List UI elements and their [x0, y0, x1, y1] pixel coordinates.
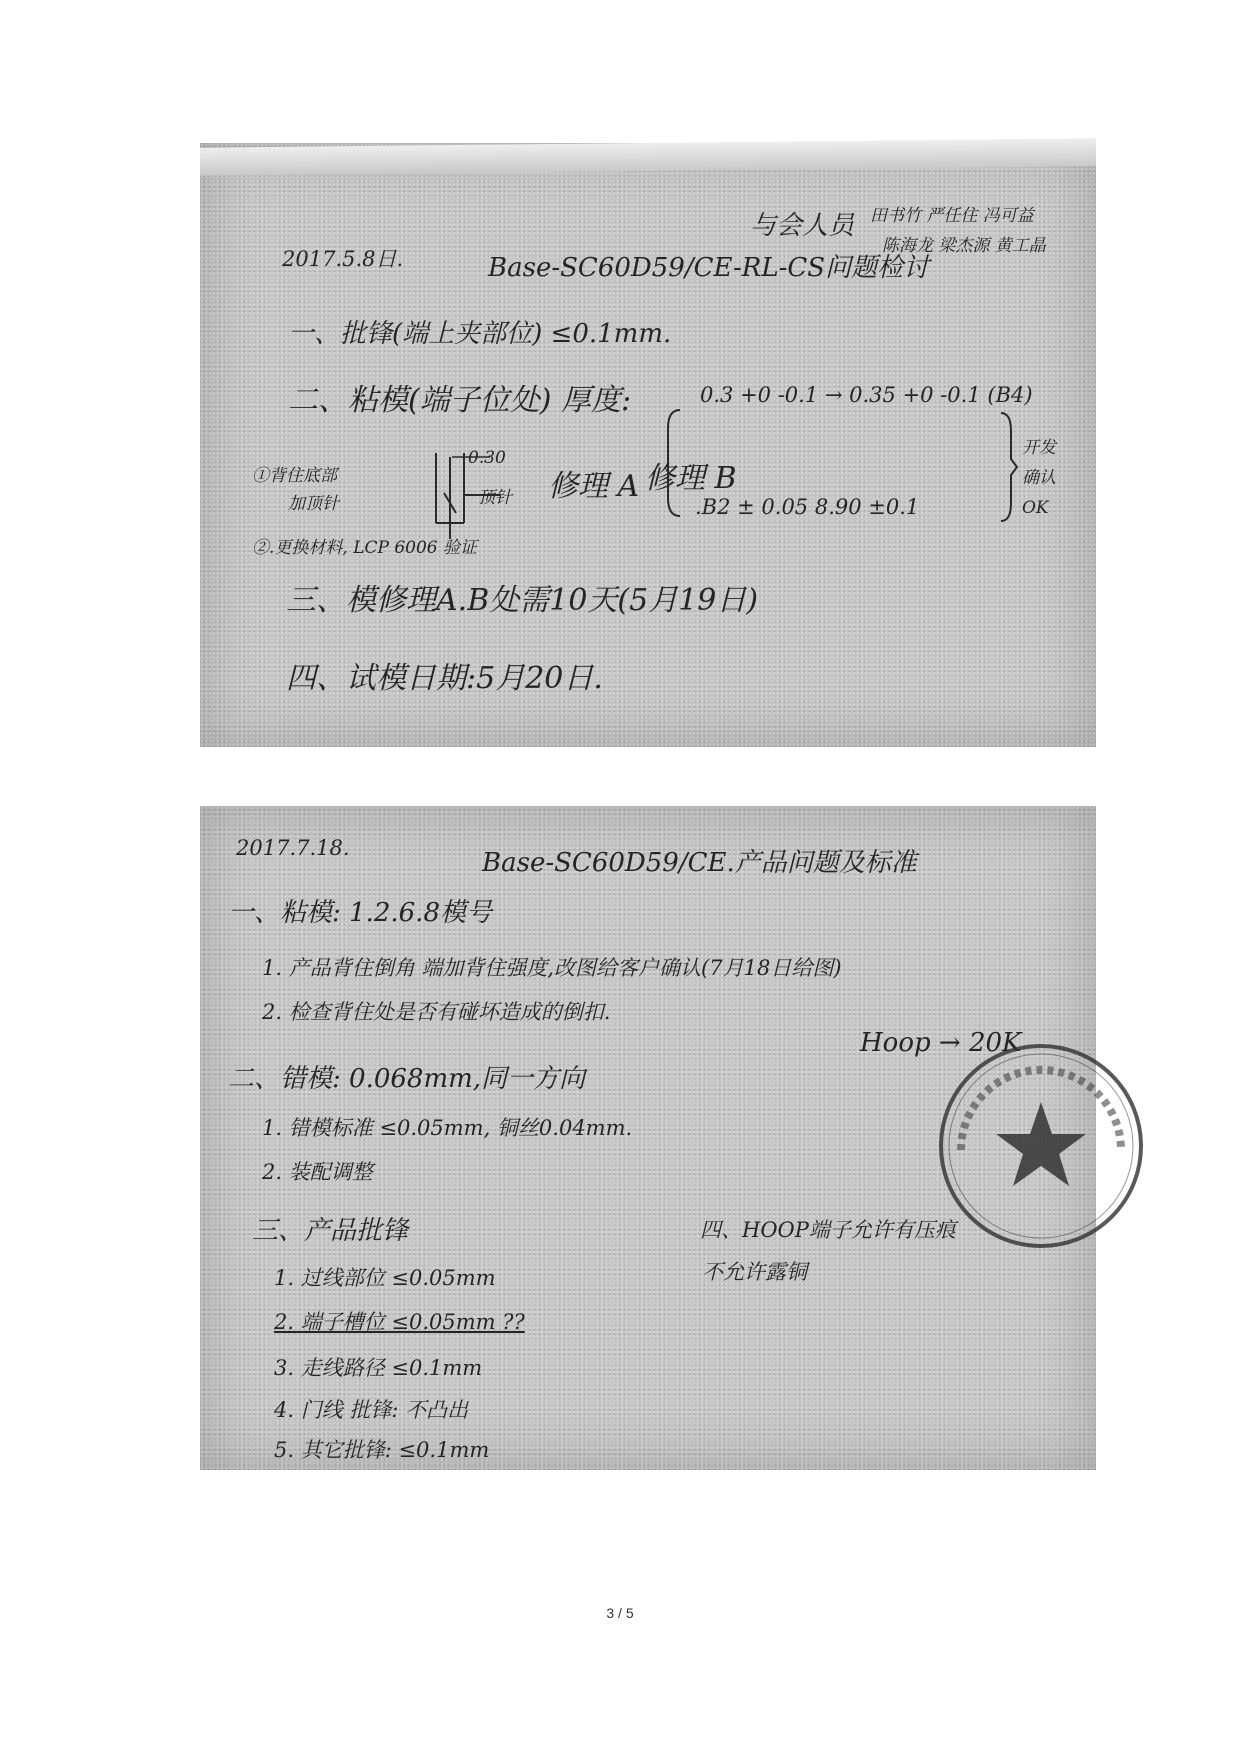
section-1-item-1: 1. 产品背住倒角 端加背住强度,改图给客户确认(7月18日给图) — [262, 956, 842, 980]
repair-b: 修理 B — [645, 461, 737, 496]
ejector-label: 顶针 — [478, 488, 512, 508]
section-3-item-2: 2. 端子槽位 ≤0.05mm ?? — [274, 1310, 525, 1334]
item-1: 一、批锋(端上夹部位) ≤0.1mm. — [288, 319, 672, 349]
meeting-note-photo-1 — [200, 143, 1096, 747]
company-seal-stamp — [935, 1040, 1147, 1252]
bracket-left — [660, 408, 690, 518]
section-3-item-5: 5. 其它批锋: ≤0.1mm — [274, 1438, 490, 1462]
note-date: 2017.7.18. — [236, 836, 350, 860]
section-1: 一、粘模: 1.2.6.8模号 — [228, 898, 492, 928]
section-3-item-4: 4. 门线 批锋: 不凸出 — [274, 1398, 469, 1422]
section-1-item-2: 2. 检查背住处是否有碰坏造成的倒扣. — [262, 1000, 611, 1024]
attendees-line-1: 田书竹 严任住 冯可益 — [870, 206, 1034, 226]
section-4-line-2: 不允许露铜 — [702, 1260, 807, 1284]
sub-item-1: ①背住底部 — [252, 466, 337, 486]
section-2-item-1: 1. 错模标准 ≤0.05mm, 铜丝0.04mm. — [262, 1116, 633, 1140]
dimension-0.30: 0.30 — [468, 448, 506, 468]
item-2: 二、粘模(端子位处) 厚度: — [288, 383, 632, 418]
b2-values: .B2 ± 0.05 8.90 ±0.1 — [695, 495, 920, 519]
bracket-right — [995, 411, 1019, 523]
note-title: Base-SC60D59/CE.产品问题及标准 — [482, 848, 917, 878]
section-3-item-1: 1. 过线部位 ≤0.05mm — [274, 1266, 496, 1290]
repair-a: 修理 A — [548, 469, 640, 504]
section-2-item-2: 2. 装配调整 — [262, 1160, 373, 1184]
attendees-line-2: 陈海龙 梁杰源 黄工晶 — [882, 236, 1046, 256]
section-3-item-3: 3. 走线路径 ≤0.1mm — [274, 1356, 483, 1380]
note-date: 2017.5.8日. — [282, 247, 404, 271]
item-2-values: 0.3 +0 -0.1 → 0.35 +0 -0.1 (B4) — [700, 383, 1033, 407]
sub-item-2: ②.更换材料, LCP 6006 验证 — [252, 538, 478, 558]
section-3: 三、产品批锋 — [252, 1216, 409, 1246]
note-title: Base-SC60D59/CE-RL-CS问题检讨 — [488, 253, 930, 283]
paper-edge — [200, 138, 1096, 175]
item-4: 四、试模日期:5月20日. — [286, 661, 603, 696]
section-2: 二、错模: 0.068mm,同一方向 — [228, 1064, 586, 1094]
section-4: 四、HOOP端子允许有压痕 — [700, 1218, 956, 1242]
sub-item-1b: 加顶针 — [288, 494, 339, 514]
hoop-note: Hoop → 20K — [860, 1028, 1022, 1058]
attendees-label: 与会人员 — [750, 211, 855, 241]
item-3: 三、模修理A.B处需10天(5月19日) — [286, 583, 759, 618]
page-number: 3 / 5 — [606, 1605, 634, 1621]
dev-confirm-ok: 开发 确认 OK — [1022, 438, 1056, 518]
